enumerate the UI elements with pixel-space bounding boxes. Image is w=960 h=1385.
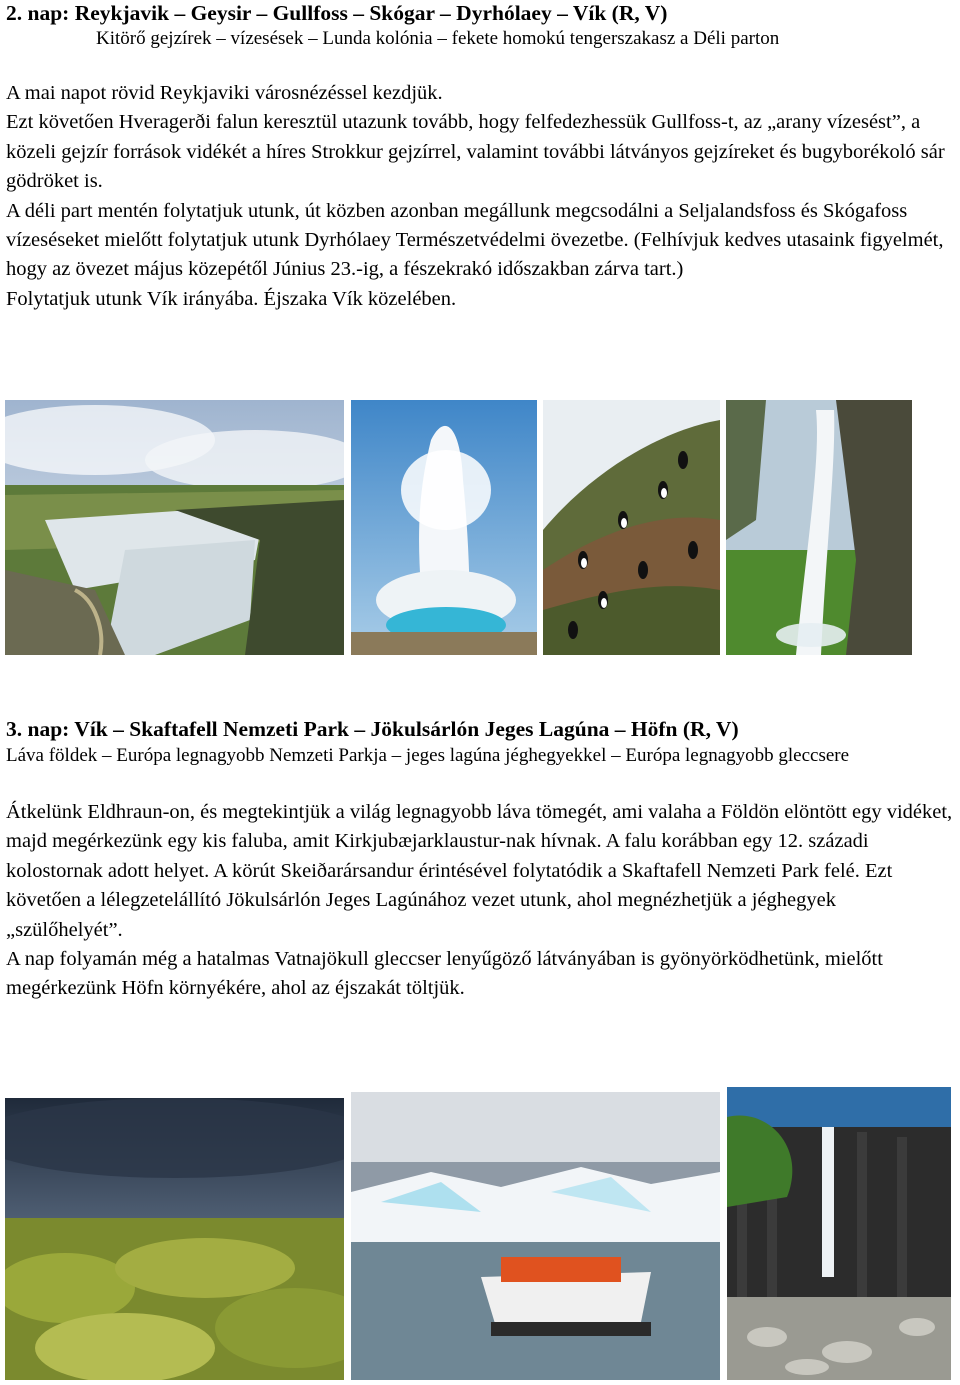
puffin-colony-photo [543,400,720,655]
day3-title: 3. nap: Vík – Skaftafell Nemzeti Park – Jökulsárlón Jeges Lagúna – Höfn (R, V) [6,717,739,741]
day2-paragraph-4: Folytatjuk utunk Vík irányába. Éjszaka Vík közelében. [6,287,457,310]
day3-paragraph-2: A nap folyamán még a hatalmas Vatnajökull gleccser lenyűgöző látványában is gyönyörködhetünk, mielőtt megérkezünk Höfn környékére, ahol az éjszakát töltjük. [6,948,883,1000]
day3-section [6,716,956,1004]
seljalandsfoss-waterfall-photo [726,400,912,655]
day2-subtitle: Kitörő gejzírek – vízesések – Lunda kolónia – fekete homokú tengerszakasz a Déli parton [96,28,780,49]
svartifoss-waterfall-photo [727,1087,951,1380]
day3-subtitle: Láva földek – Európa legnagyobb Nemzeti Parkja – jeges lagúna jéghegyekkel – Európa legnagyobb gleccsere [6,745,850,766]
day2-title: 2. nap: Reykjavik – Geysir – Gullfoss – Skógar – Dyrhólaey – Vík (R, V) [6,1,668,25]
day2-paragraph-3: A déli part mentén folytatjuk utunk, út közben azonban megállunk megcsodálni a Seljalandsfoss és Skógafoss vízeséseket mielőtt folytatjuk utunk Dyrhólaey Természetvédelmi övezetbe. (Felhívjuk kedves utasaink figyelmét, hogy az övezet május közepétől Június 23.-ig, a fészekrakó időszakban zárva tart.) [6,199,944,281]
gullfoss-waterfall-photo [5,400,344,655]
day2-section [6,0,956,314]
strokkur-geyser-photo [351,400,537,655]
day2-paragraph-2: Ezt követően Hveragerði falun keresztül utazunk tovább, hogy felfedezhessük Gullfoss-t, az „arany vízesést”, a közeli gejzír források vidékét a híres Strokkur gejzírrel, valamint további látványos gejzíreket és bugyborékoló sár gödröket is. [6,111,945,193]
day2-paragraph-1: A mai napot rövid Reykjaviki városnézéssel kezdjük. [6,82,443,104]
eldhraun-lava-field-photo [5,1098,344,1380]
jokulsarlon-lagoon-boat-photo [351,1092,720,1380]
day3-paragraph-1: Átkelünk Eldhraun-on, és megtekintjük a világ legnagyobb láva tömegét, ami valaha a Földön elöntött egy vidéket, majd megérkezünk egy kis faluba, amit Kirkjubæjarklaustur-nak hívnak. A falu korábban egy 12. századi kolostornak adott helyet. A körút Skeiðarársandur érintésével folytatódik a Skaftafell Nemzeti Park felé. Ezt követően a lélegzetelállító Jökulsárlón Jeges Lagúnához vezet utunk, ahol megnézhetjük a jéghegyek „szülőhelyét”. [6,801,953,941]
